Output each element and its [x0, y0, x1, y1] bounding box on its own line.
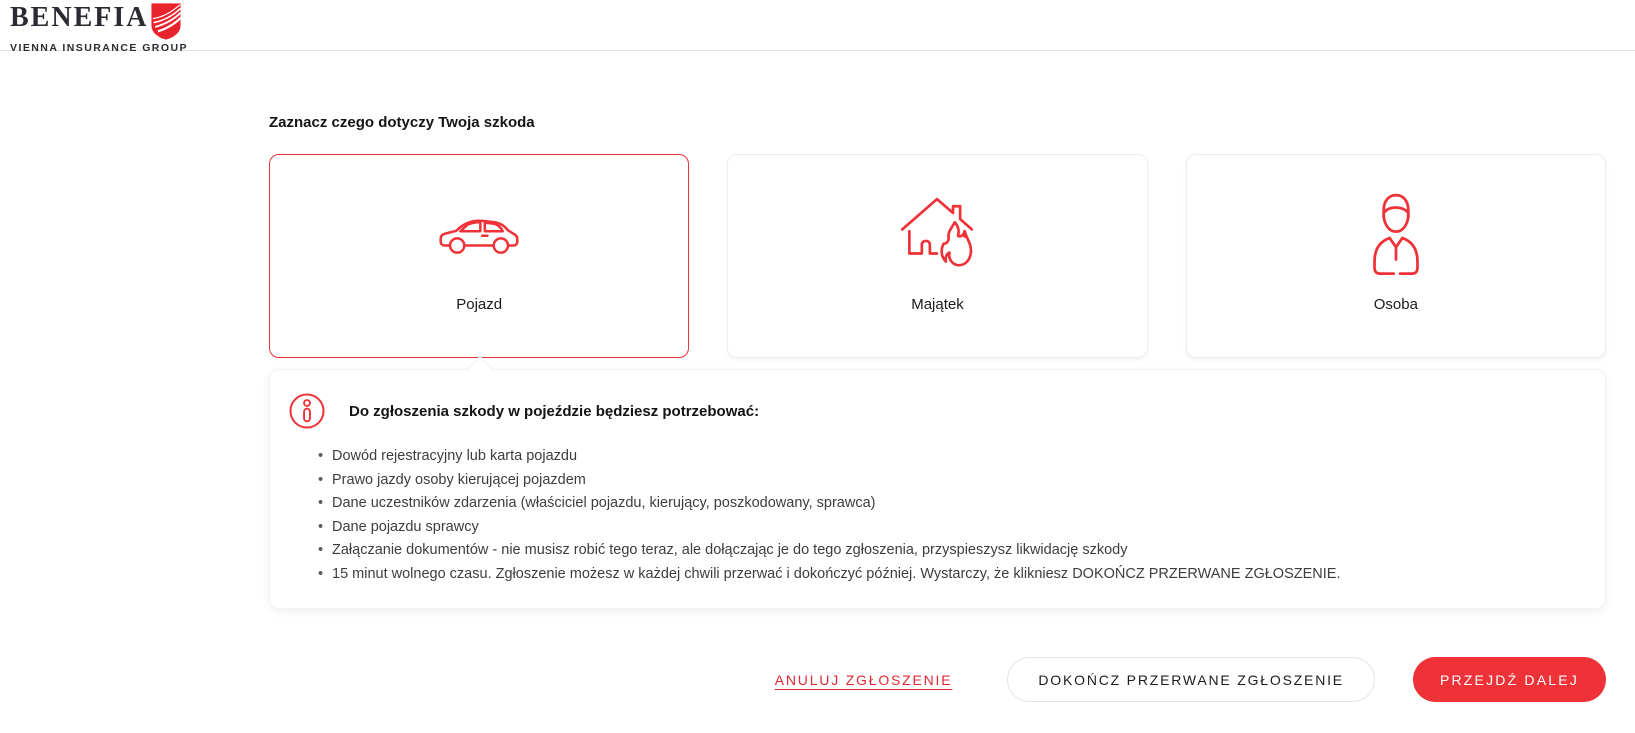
brand-subtitle: VIENNA INSURANCE GROUP — [10, 42, 188, 54]
next-step-button[interactable]: PRZEJDŹ DALEJ — [1413, 657, 1606, 702]
option-label: Osoba — [1373, 296, 1418, 313]
requirements-list — [288, 445, 1575, 586]
person-icon — [1366, 183, 1426, 283]
option-label: Pojazd — [456, 296, 503, 313]
option-label: Majątek — [911, 296, 964, 313]
list-item: • Załączanie dokumentów - nie musisz robić tego teraz, ale dołączając je do tego zgłoszenia, przyspieszysz likwidację szkody — [332, 539, 1575, 563]
resume-claim-button[interactable]: DOKOŃCZ PRZERWANE ZGŁOSZENIE — [1007, 657, 1375, 702]
list-item: • Dowód rejestracyjny lub karta pojazdu — [332, 445, 1575, 469]
house-fire-icon — [895, 183, 979, 283]
benefia-logo — [10, 0, 188, 54]
list-item: • 15 minut wolnego czasu. Zgłoszenie możesz w każdej chwili przerwać i dokończyć później. Wystarczy, że klikniesz DOKOŃCZ PRZERWANE ZGŁOSZENIE. — [332, 563, 1575, 587]
benefia-shield-icon — [150, 3, 182, 40]
option-card-osoba[interactable] — [1186, 154, 1606, 358]
option-card-pojazd[interactable] — [269, 154, 689, 358]
car-icon — [438, 183, 520, 283]
info-icon — [288, 392, 326, 430]
list-item: • Prawo jazdy osoby kierującej pojazdem — [332, 469, 1575, 493]
page-title: Zaznacz czego dotyczy Twoja szkoda — [269, 114, 535, 131]
claim-type-options — [269, 154, 1606, 358]
cancel-claim-link[interactable]: ANULUJ ZGŁOSZENIE — [774, 671, 953, 688]
info-panel — [269, 369, 1606, 609]
claim-wizard-step — [269, 51, 1606, 702]
brand-name: BENEFIA — [10, 2, 149, 33]
option-card-majatek[interactable] — [727, 154, 1147, 358]
info-title: Do zgłoszenia szkody w pojeździe będziesz potrzebować: — [349, 402, 760, 420]
footer-actions — [269, 657, 1606, 702]
list-item: • Dane pojazdu sprawcy — [332, 516, 1575, 540]
app-header — [0, 0, 1635, 54]
info-panel-caret — [466, 356, 494, 384]
list-item: • Dane uczestników zdarzenia (właściciel pojazdu, kierujący, poszkodowany, sprawca) — [332, 492, 1575, 516]
